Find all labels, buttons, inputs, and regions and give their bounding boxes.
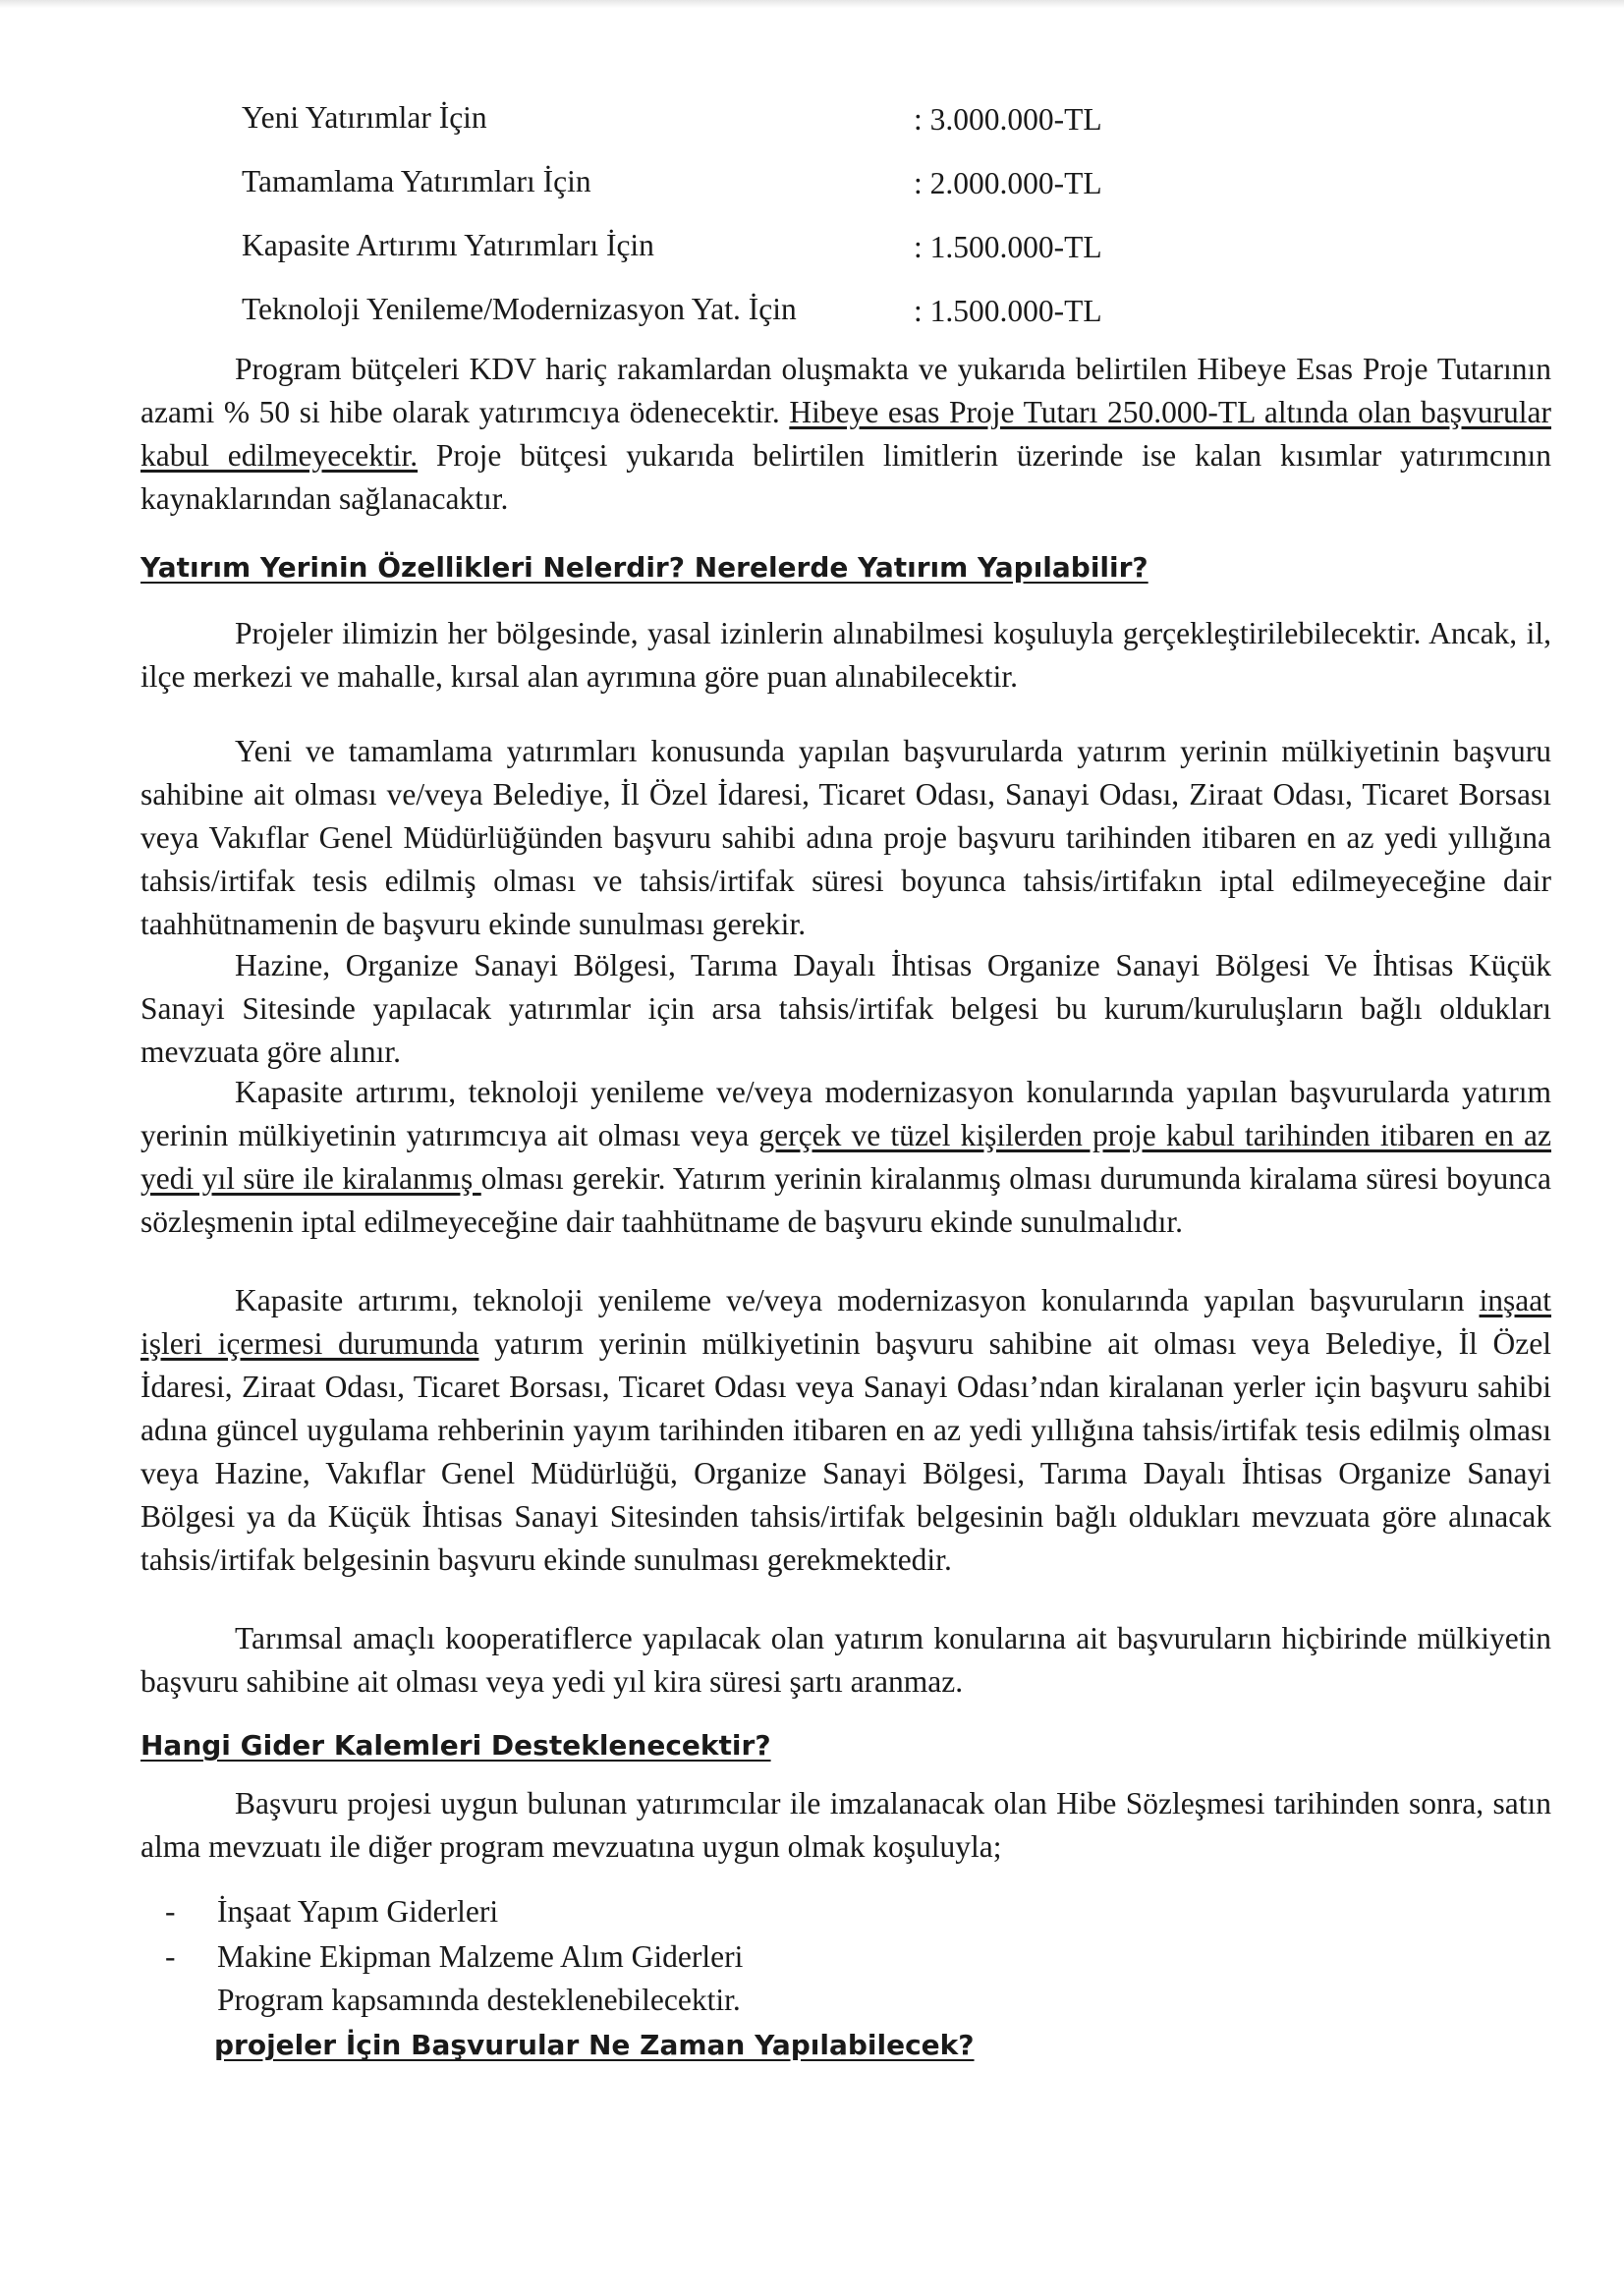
expense-item-label: İnşaat Yapım Giderleri: [217, 1894, 499, 1929]
capacity-construction-part2: yatırım yerinin mülkiyetinin başvuru sahibine ait olması veya Belediye, İl Özel İdaresi, Ziraat Odası, Ticaret Borsası, Ticaret Odası veya Sanayi Odası’ndan kiralanan yerler için başvuru sahibi adına güncel uygulama rehberinin yayım tarihinden itibaren en az yedi yıllığına tahsis/irtifak tesis edilmiş olması veya Hazine, Vakıflar Genel Müdürlüğü, Organize Sanayi Bölgesi, Tarıma Dayalı İhtisas Organize Sanayi Bölgesi ya da Küçük İhtisas Sanayi Sitesinden tahsis/irtifak belgesinin bağlı oldukları mevzuata göre alınacak tahsis/irtifak belgesinin başvuru ekinde sunulması gerekmektedir.: [140, 1326, 1551, 1577]
grant-limit-value: : 3.000.000-TL: [914, 102, 1102, 137]
grant-limit-row: [242, 160, 1126, 224]
paragraph-treasury: Hazine, Organize Sanayi Bölgesi, Tarıma Dayalı İhtisas Organize Sanayi Bölgesi Ve İhtisas Küçük Sanayi Sitesinde yapılacak yatırımlar için arsa tahsis/irtifak belgesi bu kurum/kuruluşların bağlı oldukları mevzuata göre alınır.: [140, 948, 1551, 1069]
grant-limit-value: : 1.500.000-TL: [914, 230, 1102, 264]
capacity-rent-underlined: gerçek ve tüzel kişilerden proje kabul tarihinden itibaren en az yedi yıl süre ile kiralanmış: [140, 1118, 1551, 1196]
grant-limits-list: [242, 96, 1126, 352]
budget-underlined-text: Hibeye esas Proje Tutarı 250.000-TL altında olan başvurular kabul edilmeyecektir.: [140, 395, 1551, 473]
grant-limit-label: Yeni Yatırımlar İçin: [242, 100, 487, 135]
grant-limit-label: Tamamlama Yatırımları İçin: [242, 164, 591, 198]
grant-limit-value: : 1.500.000-TL: [914, 294, 1102, 328]
expense-item-label: Makine Ekipman Malzeme Alım Giderleri: [217, 1939, 744, 1974]
capacity-rent-part2: olması gerekir. Yatırım yerinin kiralanmış olması durumunda kiralama süresi boyunca sözleşmenin iptal edilmeyeceğine dair taahhütname de başvuru ekinde sunulmalıdır.: [140, 1161, 1552, 1239]
capacity-rent-part1: Kapasite artırımı, teknoloji yenileme ve/veya modernizasyon konularında yapılan başvurularda yatırım yerinin mülkiyetinin yatırımcıya ait olması veya: [140, 1075, 1551, 1152]
scan-edge: [0, 0, 1624, 8]
grant-limit-label: Kapasite Artırımı Yatırımları İçin: [242, 228, 654, 262]
paragraph-capacity-construction: [140, 1279, 1551, 1582]
grant-limit-row: [242, 96, 1126, 160]
section-heading-location: Yatırım Yerinin Özellikleri Nelerdir? Nerelerde Yatırım Yapılabilir?: [140, 551, 1148, 584]
expense-closing-text: Program kapsamında desteklenebilecektir.: [217, 1983, 741, 2017]
grant-limit-value: : 2.000.000-TL: [914, 166, 1102, 200]
paragraph-regions: Projeler ilimizin her bölgesinde, yasal izinlerin alınabilmesi koşuluyla gerçekleştirilebilecektir. Ancak, il, ilçe merkezi ve mahalle, kırsal alan ayrımına göre puan alınabilecektir.: [140, 616, 1551, 694]
grant-limit-row: [242, 224, 1126, 288]
budget-text-part1: Program bütçeleri KDV hariç rakamlardan oluşmakta ve yukarıda belirtilen Hibeye Esas Proje Tutarının azami % 50 si hibe olarak yatırımcıya ödenecektir.: [140, 352, 1551, 429]
paragraph-new-investments: Yeni ve tamamlama yatırımları konusunda yapılan başvurularda yatırım yerinin mülkiyetinin başvuru sahibine ait olması ve/veya Belediye, İl Özel İdaresi, Ticaret Odası, Sanayi Odası, Ziraat Odası, Ticaret Borsası veya Vakıflar Genel Müdürlüğünden başvuru sahibi adına proje başvuru tarihinden itibaren en az yedi yıllığına tahsis/irtifak tesis edilmiş olması ve tahsis/irtifak süresi boyunca tahsis/irtifakın iptal edilmeyeceğine dair taahhütnamenin de başvuru ekinde sunulması gerekir.: [140, 734, 1551, 941]
dash-bullet-icon: -: [165, 1939, 176, 1974]
capacity-construction-part1: Kapasite artırımı, teknoloji yenileme ve/veya modernizasyon konularında yapılan başvuruların: [235, 1283, 1480, 1317]
section-heading-application-time: projeler İçin Başvurular Ne Zaman Yapılabilecek?: [214, 2029, 975, 2061]
paragraph-cooperatives: Tarımsal amaçlı kooperatiflerce yapılacak olan yatırım konularına ait başvuruların hiçbirinde mülkiyetin başvuru sahibine ait olması veya yedi yıl kira süresi şartı aranmaz.: [140, 1621, 1551, 1699]
dash-bullet-icon: -: [165, 1894, 176, 1929]
paragraph-capacity-rent: [140, 1071, 1551, 1244]
grant-limit-row: [242, 288, 1126, 352]
paragraph-expenses-intro: Başvuru projesi uygun bulunan yatırımcılar ile imzalanacak olan Hibe Sözleşmesi tarihinden sonra, satın alma mevzuatı ile diğer program mevzuatına uygun olmak koşuluyla;: [140, 1786, 1551, 1864]
capacity-construction-underlined: inşaat işleri içermesi durumunda: [140, 1283, 1551, 1361]
paragraph-budget: [140, 348, 1551, 521]
grant-limit-label: Teknoloji Yenileme/Modernizasyon Yat. İçin: [242, 292, 797, 326]
budget-text-part2: Proje bütçesi yukarıda belirtilen limitlerin üzerinde ise kalan kısımlar yatırımcının kaynaklarından sağlanacaktır.: [140, 438, 1551, 516]
section-heading-expenses: Hangi Gider Kalemleri Desteklenecektir?: [140, 1729, 771, 1762]
